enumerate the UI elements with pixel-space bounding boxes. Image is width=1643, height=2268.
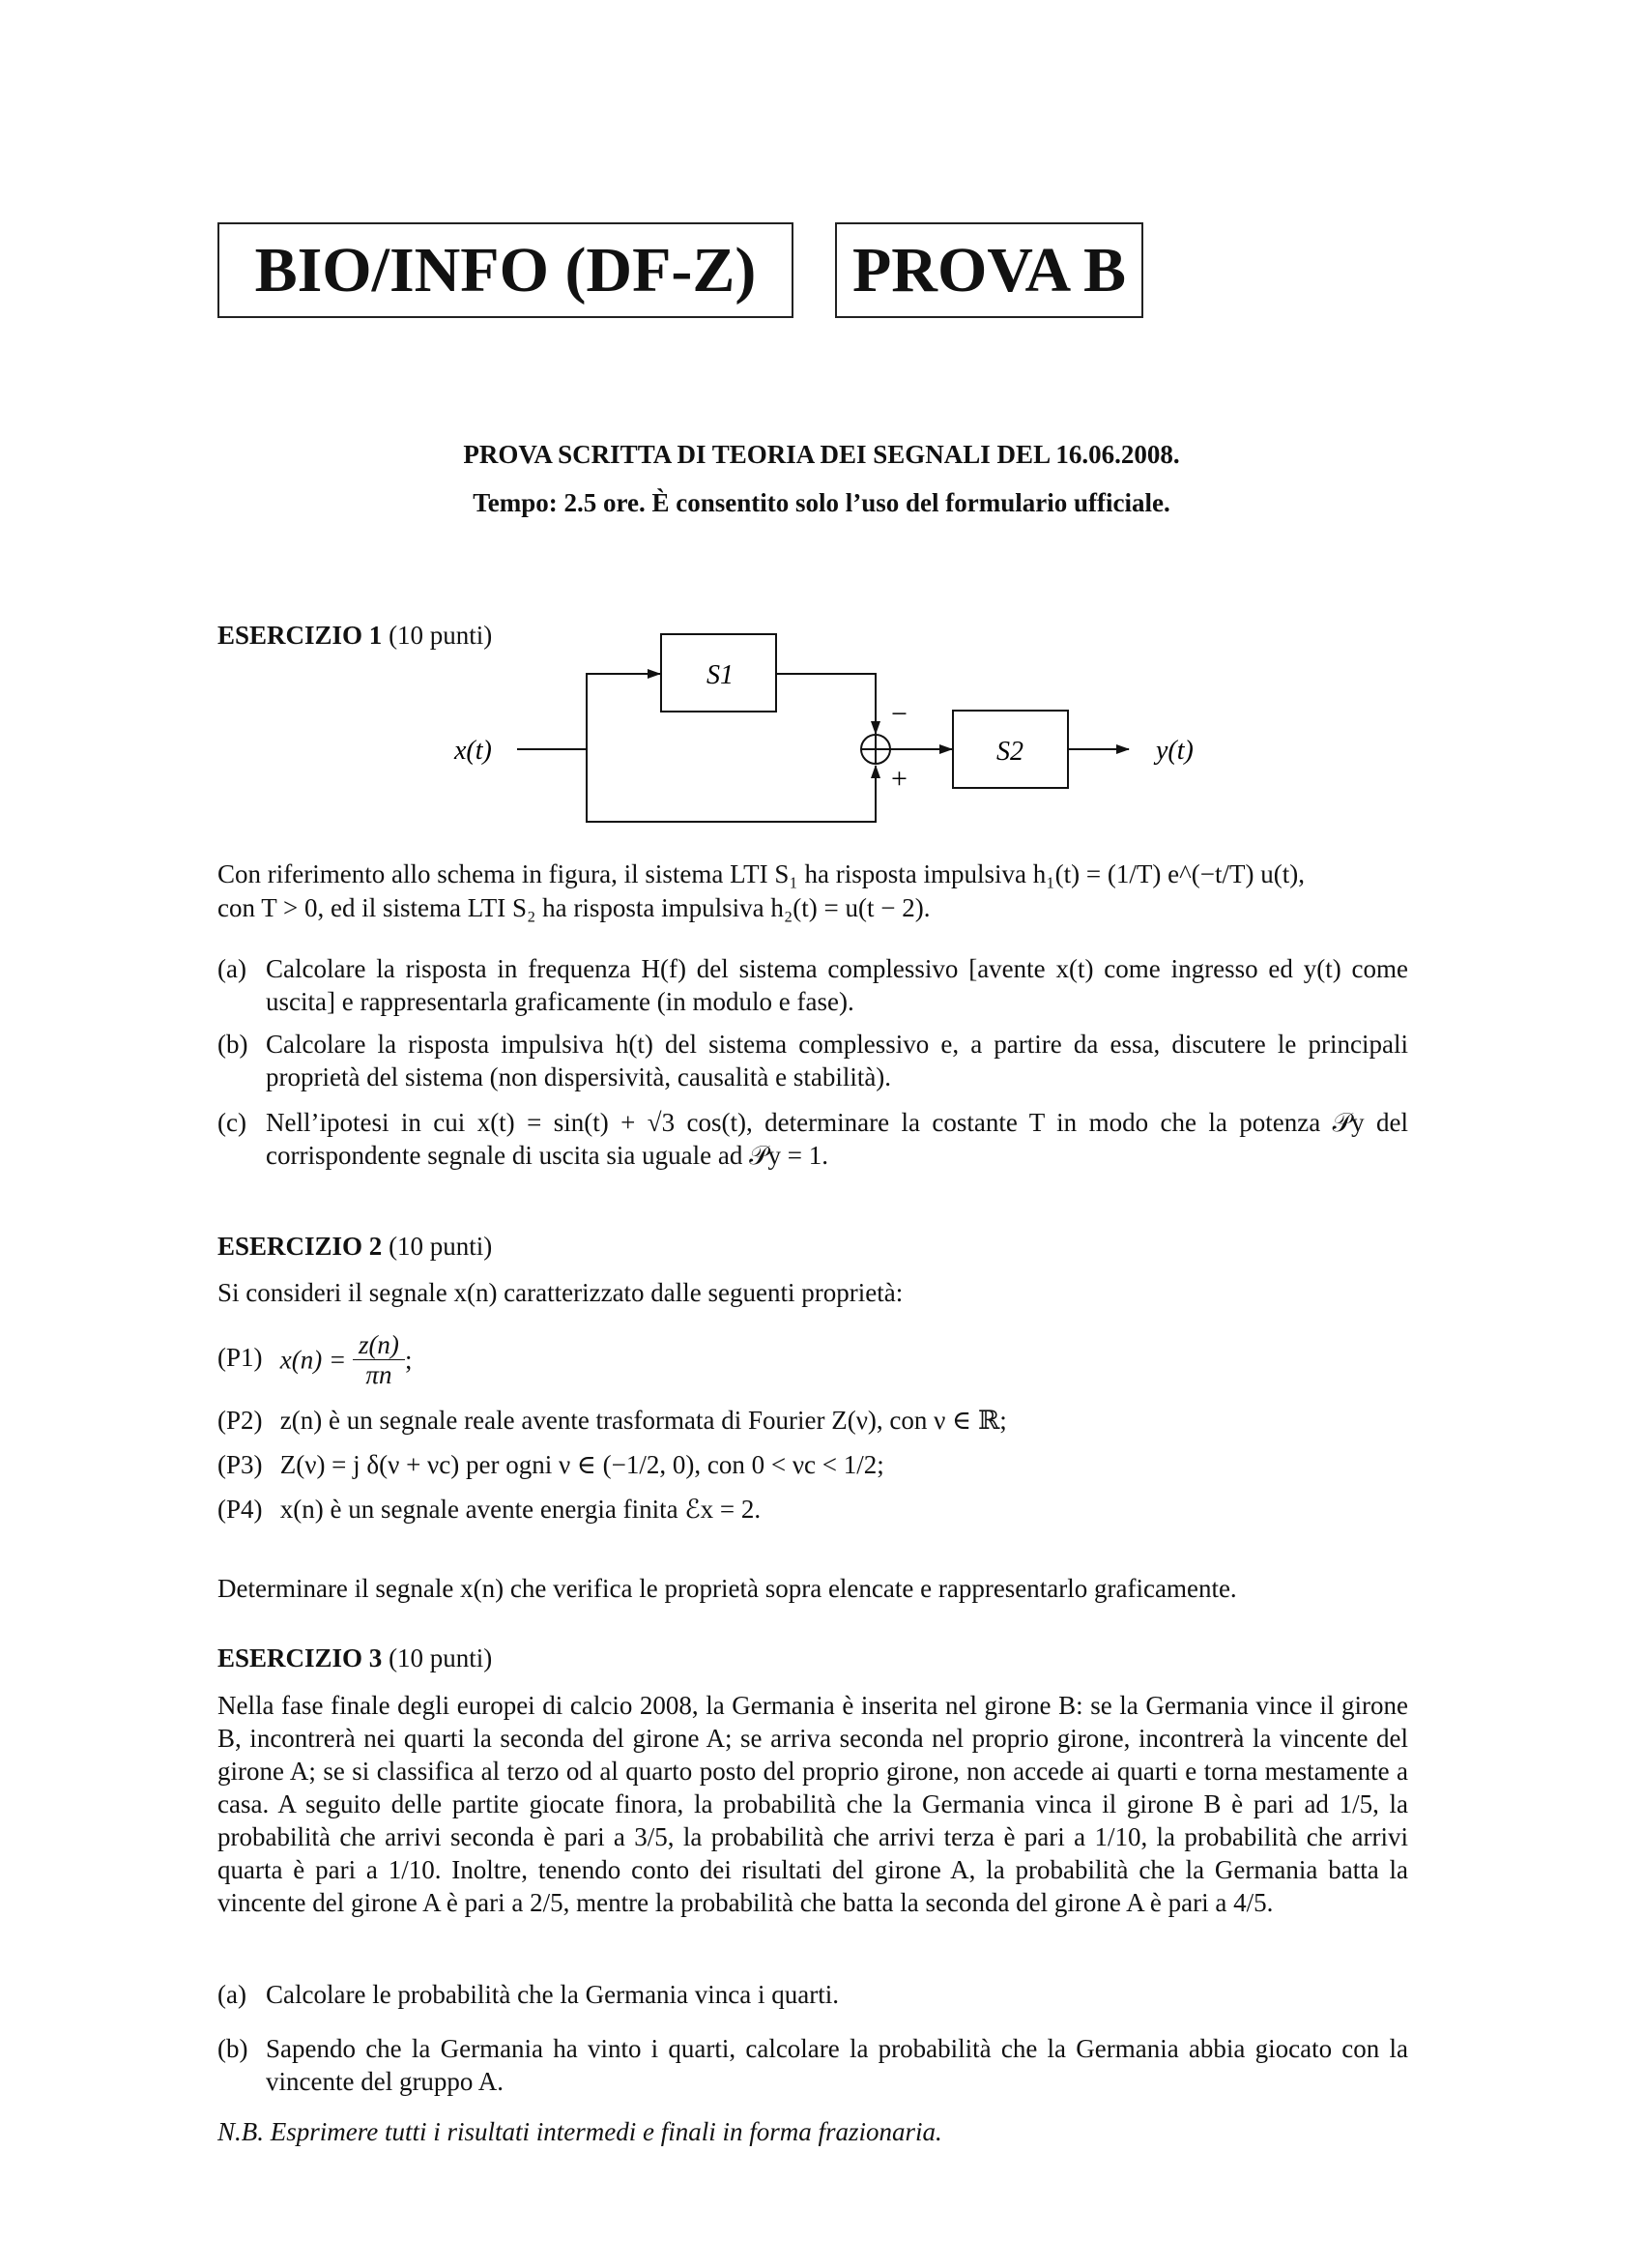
- ex1-title: ESERCIZIO 1: [217, 621, 383, 650]
- prop-text: z(n) è un segnale reale avente trasformata di Fourier Z(ν), con ν ∈ ℝ;: [279, 1406, 1007, 1435]
- ex1-intro-line2: con T > 0, ed il sistema LTI S₂ ha risposta impulsiva h₂(t) = u(t − 2).: [217, 893, 931, 922]
- ex2-prop-p3: [217, 1448, 1408, 1481]
- ex2-prop-p4: [217, 1493, 1408, 1526]
- ex3-title: ESERCIZIO 3: [217, 1643, 383, 1672]
- ex2-title: ESERCIZIO 2: [217, 1232, 383, 1261]
- item-label: (c): [217, 1108, 246, 1137]
- ex3-heading: [217, 1643, 492, 1673]
- ex2-prop-p1: [217, 1330, 1408, 1389]
- p1-lhs: x(n) =: [279, 1345, 347, 1375]
- p1-fraction: [353, 1330, 405, 1389]
- p1-denominator: πn: [365, 1360, 392, 1389]
- s2-label: S2: [996, 737, 1023, 767]
- item-text: Nell’ipotesi in cui x(t) = sin(t) + √3 cos(t), determinare la costante T in modo che la potenza 𝒫y del corrispondente segnale di uscita sia uguale ad 𝒫y = 1.: [266, 1108, 1408, 1170]
- ex2-prop-p2: [217, 1404, 1408, 1437]
- exam-title: PROVA SCRITTA DI TEORIA DEI SEGNALI DEL 16.06.2008.: [463, 440, 1180, 469]
- final-note: N.B. Esprimere tutti i risultati intermedi e finali in forma frazionaria.: [217, 2117, 942, 2146]
- input-label: x(t): [454, 736, 492, 766]
- prop-label: (P3): [217, 1450, 263, 1479]
- ex2-task: Determinare il segnale x(n) che verifica le proprietà sopra elencate e rappresentarlo graficamente.: [217, 1574, 1237, 1603]
- prova-label: PROVA B: [851, 234, 1126, 305]
- item-label: (a): [217, 1980, 246, 2009]
- prop-text: x(n) è un segnale avente energia finita ℰx = 2.: [279, 1495, 762, 1524]
- course-label: BIO/INFO (DF-Z): [254, 234, 757, 305]
- exam-subtitle: Tempo: 2.5 ore. È consentito solo l’uso del formulario ufficiale.: [473, 488, 1170, 517]
- lower-branch-wire: [587, 749, 876, 822]
- prop-label: (P2): [217, 1406, 263, 1435]
- ex1-item-c: [217, 1106, 1408, 1174]
- item-text: Sapendo che la Germania ha vinto i quarti, calcolare la probabilità che la Germania abbia giocato con la vincente del gruppo A.: [266, 2034, 1408, 2096]
- item-text: Calcolare la risposta in frequenza H(f) del sistema complessivo [avente x(t) come ingresso ed y(t) come uscita] e rappresentarla graficamente (in modulo e fase).: [266, 954, 1408, 1016]
- prop-label: (P1): [217, 1342, 263, 1372]
- ex1-item-b: [217, 1028, 1408, 1095]
- minus-sign: −: [891, 698, 908, 730]
- prop-label: (P4): [217, 1495, 263, 1524]
- ex1-points: (10 punti): [389, 621, 493, 650]
- p1-numerator: z(n): [353, 1330, 405, 1360]
- ex3-item-b: [217, 2032, 1408, 2100]
- plus-sign: +: [891, 763, 908, 795]
- prop-text: Z(ν) = j δ(ν + νc) per ogni ν ∈ (−1/2, 0), con 0 < νc < 1/2;: [279, 1450, 884, 1479]
- ex3-paragraph: Nella fase finale degli europei di calcio 2008, la Germania è inserita nel girone B: se la Germania vince il girone B, incontrerà nei quarti la seconda del girone A; se arriva seconda nel proprio girone, incontrerà la vincente del girone A; se si classifica al terzo od al quarto posto del proprio girone, non accede ai quarti e torna mestamente a casa. A seguito delle partite giocate finora, la probabilità che la Germania vinca il girone B è pari ad 1/5, la probabilità che arrivi seconda è pari a 3/5, la probabilità che arrivi terza è pari a 1/10, la probabilità che arrivi quarta è pari a 1/10. Inoltre, tenendo conto dei risultati del girone A, la probabilità che la Germania batta la vincente del girone A è pari a 2/5, mentre la probabilità che batta la seconda del girone A è pari a 4/5.: [217, 1691, 1408, 1917]
- s1-label: S1: [706, 660, 734, 690]
- item-text: Calcolare le probabilità che la Germania vinca i quarti.: [266, 1980, 839, 2009]
- item-label: (b): [217, 2034, 248, 2063]
- ex2-intro: Si consideri il segnale x(n) caratterizzato dalle seguenti proprietà:: [217, 1278, 904, 1307]
- ex1-intro-line1: Con riferimento allo schema in figura, il sistema LTI S₁ ha risposta impulsiva h₁(t) = (1/T) e^(−t/T) u(t),: [217, 859, 1305, 888]
- p1-tail: ;: [404, 1345, 413, 1375]
- ex2-heading: [217, 1232, 492, 1262]
- ex3-item-a: [217, 1978, 1408, 2013]
- ex2-points: (10 punti): [389, 1232, 493, 1261]
- ex3-points: (10 punti): [389, 1643, 493, 1672]
- output-label: y(t): [1156, 736, 1194, 766]
- s1-out-wire: [776, 674, 876, 734]
- item-label: (b): [217, 1030, 248, 1059]
- ex1-item-a: [217, 952, 1408, 1020]
- upper-branch-wire: [587, 674, 660, 749]
- item-label: (a): [217, 954, 246, 983]
- item-text: Calcolare la risposta impulsiva h(t) del sistema complessivo e, a partire da essa, discutere le principali proprietà del sistema (non dispersività, causalità e stabilità).: [266, 1030, 1408, 1091]
- block-diagram: [0, 0, 1643, 851]
